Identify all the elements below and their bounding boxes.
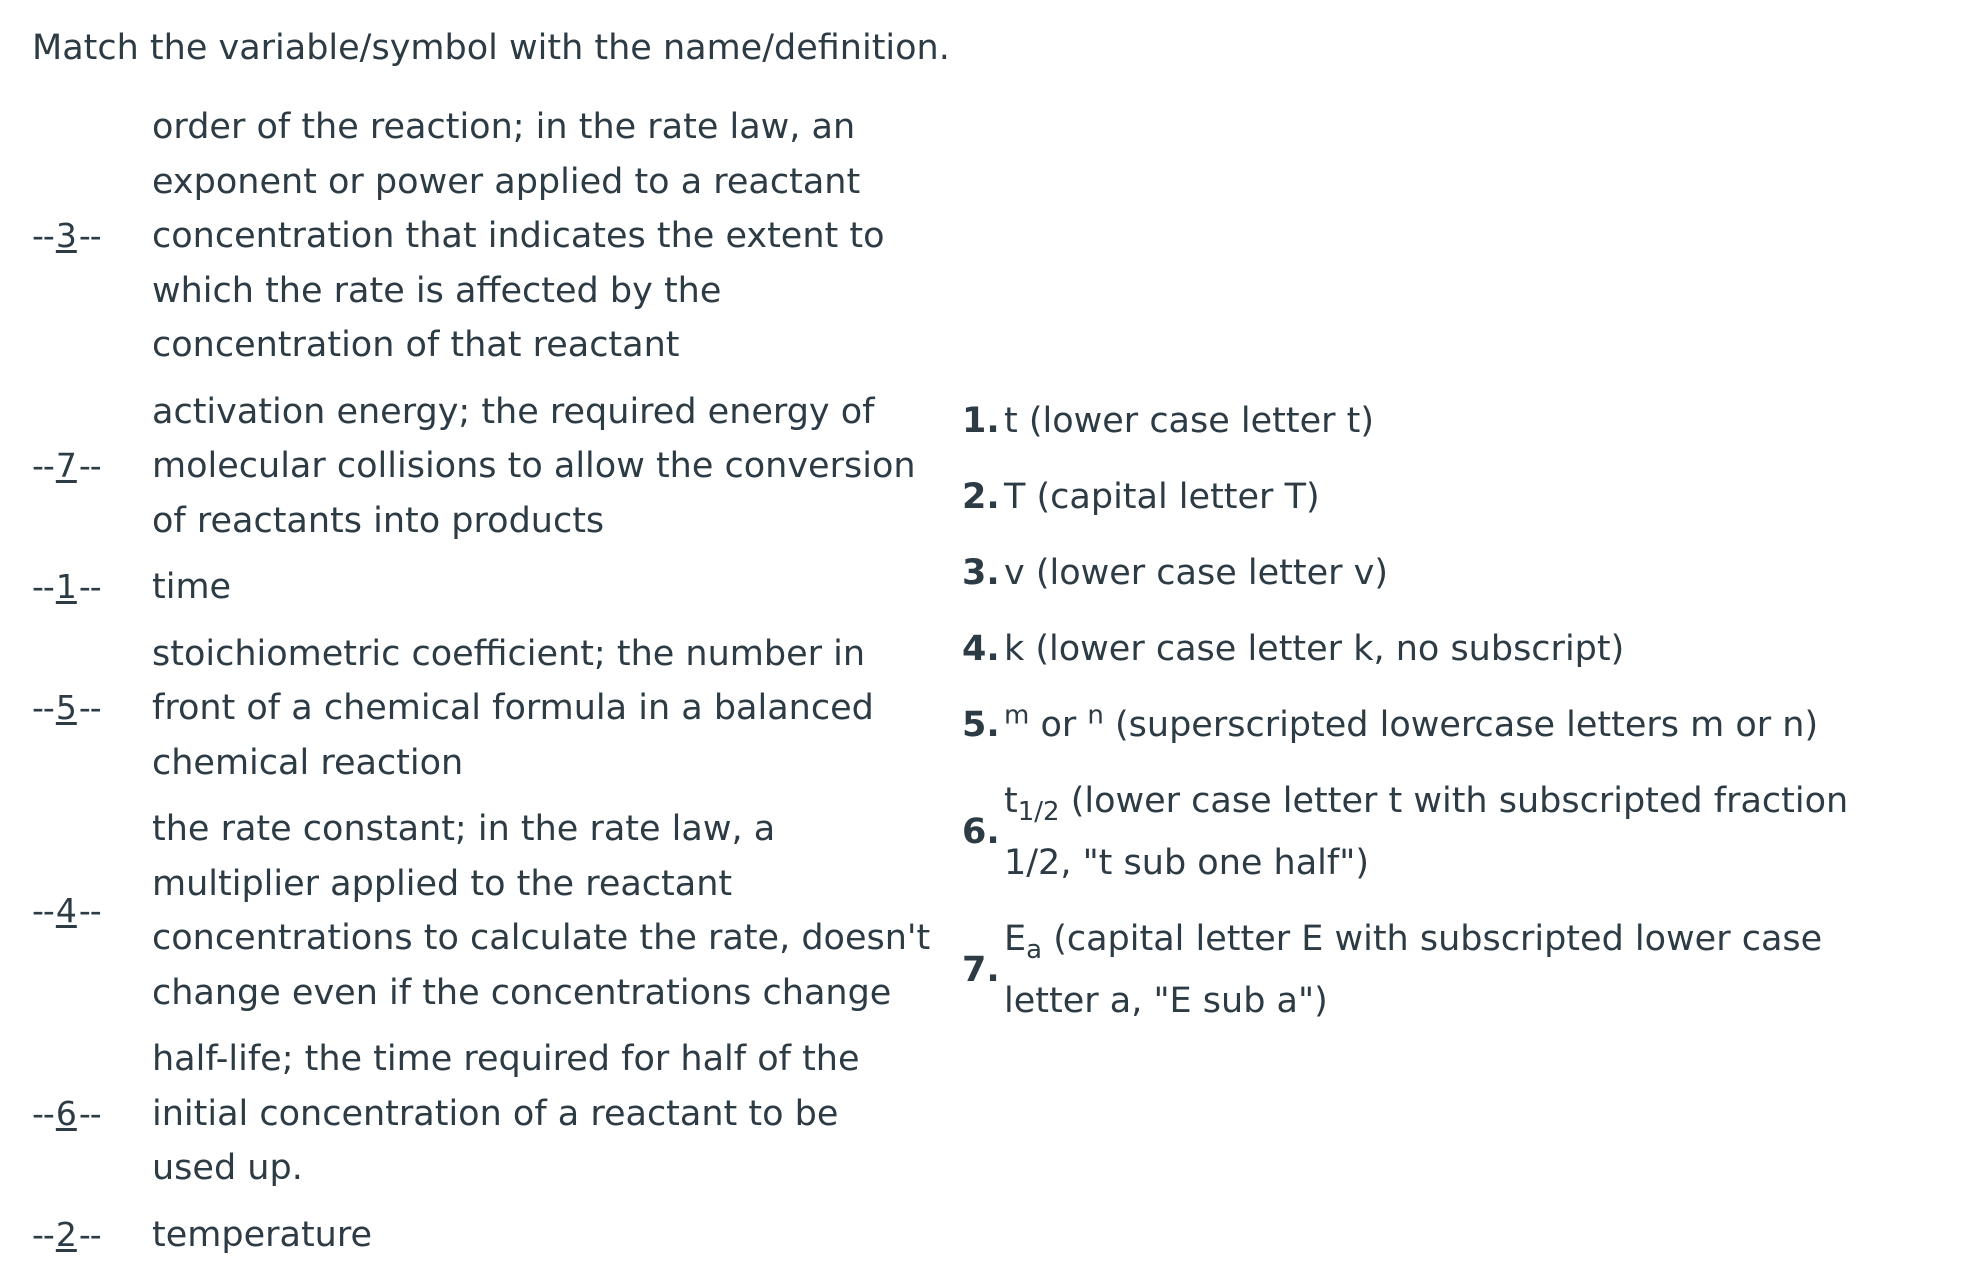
symbol-subscript: 1/2 [1017, 797, 1060, 827]
answer-blank[interactable]: --4-- [32, 891, 101, 930]
option-item [962, 542, 1962, 604]
option-number: 2. [962, 477, 1000, 517]
match-row [32, 100, 932, 373]
answer-value: 5 [55, 688, 77, 728]
answer-value: 6 [55, 1093, 77, 1133]
answer-blank[interactable]: --1-- [32, 567, 101, 607]
option-item [962, 466, 1962, 528]
match-row [32, 385, 932, 549]
match-row [32, 560, 932, 615]
option-item [962, 694, 1962, 756]
option-text: k (lower case letter k, no subscript) [1004, 629, 1625, 669]
answer-blank[interactable]: --7-- [32, 446, 101, 486]
answer-blank[interactable]: --6-- [32, 1093, 101, 1133]
answer-value: 3 [55, 216, 77, 256]
definition-text: temperature [152, 1214, 372, 1255]
answer-blank[interactable]: --3-- [32, 216, 101, 256]
definition-text: time [152, 567, 232, 607]
option-number: 5. [962, 705, 1000, 745]
option-description: (superscripted lowercase letters m or n) [1103, 705, 1819, 745]
superscript-m: m [1004, 700, 1030, 731]
definition-text: activation energy; the required energy of molecular collisions to allow the conversion of reactants into products [152, 391, 916, 541]
option-description: (lower case letter t with subscripted fraction 1/2, "t sub one half") [1004, 781, 1849, 883]
option-text [1004, 908, 1884, 1032]
answer-value: 2 [55, 1214, 77, 1254]
option-item [962, 908, 1962, 1032]
option-text [1004, 770, 1884, 894]
option-list [962, 390, 1962, 1046]
match-list [32, 100, 932, 1274]
superscript-n: n [1087, 700, 1104, 731]
option-text [1004, 694, 1884, 756]
match-row [32, 627, 932, 791]
option-number: 6. [962, 812, 1000, 852]
option-item [962, 770, 1962, 894]
answer-value: 1 [55, 567, 77, 607]
symbol-base: E [1004, 919, 1027, 959]
symbol-base: t [1004, 781, 1018, 821]
option-number: 1. [962, 401, 1000, 441]
match-row [32, 802, 932, 1020]
option-item [962, 390, 1962, 452]
definition-text: the rate constant; in the rate law, a multiplier applied to the reactant concentrations to calculate the rate, doesn't change even if the concentrations change [152, 809, 931, 1013]
match-row [32, 1032, 932, 1196]
definition-text: half-life; the time required for half of the initial concentration of a reactant to be used up. [152, 1039, 860, 1188]
question-prompt: Match the variable/symbol with the name/definition. [32, 28, 950, 68]
option-text: t (lower case letter t) [1004, 401, 1375, 441]
option-description: (capital letter E with subscripted lower case letter a, "E sub a") [1004, 919, 1823, 1021]
option-text: v (lower case letter v) [1004, 553, 1389, 593]
option-number: 3. [962, 553, 1000, 593]
definition-text: stoichiometric coefficient; the number in front of a chemical formula in a balanced chemical reaction [152, 633, 874, 783]
answer-blank[interactable]: --5-- [32, 688, 101, 728]
answer-value: 4 [55, 891, 77, 930]
definition-text: order of the reaction; in the rate law, an exponent or power applied to a reactant concentration that indicates the extent to which the rate is affected by the concentration of that reactant [152, 107, 885, 365]
option-number: 7. [962, 950, 1000, 990]
symbol-subscript: a [1026, 935, 1043, 965]
option-item [962, 618, 1962, 680]
answer-blank[interactable]: --2-- [32, 1214, 101, 1254]
match-row [32, 1208, 932, 1263]
option-connector: or [1029, 705, 1088, 745]
answer-value: 7 [55, 446, 77, 486]
option-number: 4. [962, 629, 1000, 669]
option-text: T (capital letter T) [1004, 477, 1320, 517]
